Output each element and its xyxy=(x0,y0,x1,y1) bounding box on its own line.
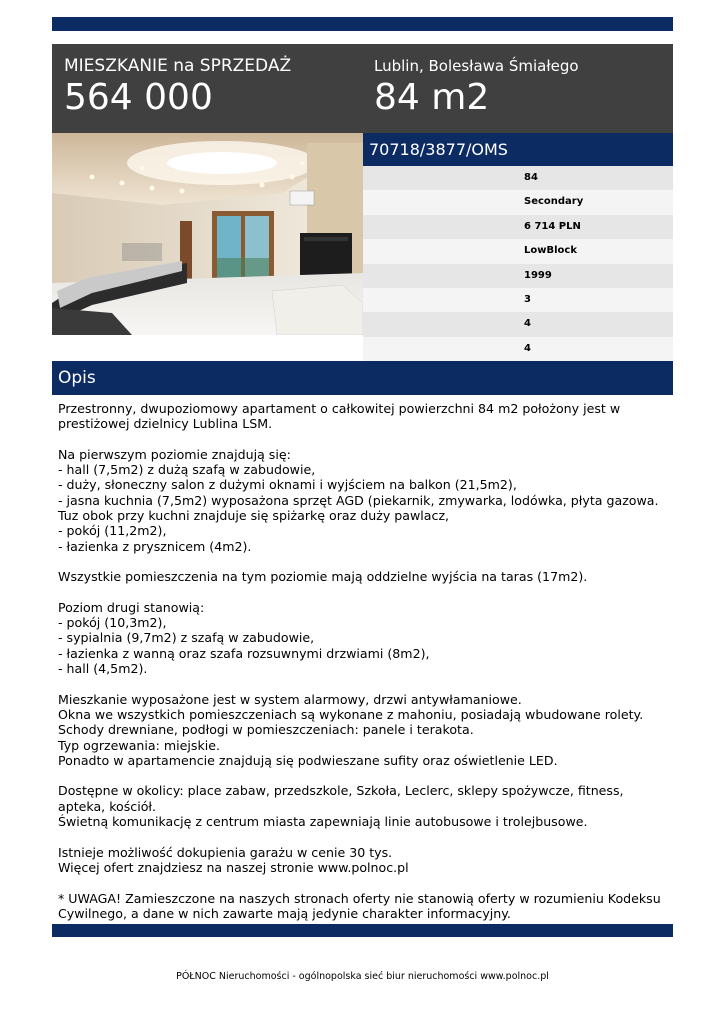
apartment-photo-image xyxy=(52,133,363,335)
offer-header xyxy=(52,44,673,133)
description-text: Przestronny, dwupoziomowy apartament o całkowitej powierzchni 84 m2 położony jest w prestiżowej dzielnicy Lublina LSM. Na pierwszym poziomie znajdują się: - hall (7,5m2) z dużą szafą w zabudowie, - duży, słoneczny salon z dużymi oknami i wyjściem na balkon (21,5m2), - jasna kuchnia (7,5m2) wyposażona sprzęt AGD (piekarnik, zmywarka, lodówka, płyta gazowa. Tuz obok przy kuchni znajduje się spiżarkę oraz duży pawlacz, - pokój (11,2m2), - łazienka z prysznicem (4m2). Wszystkie pomieszczenia na tym poziomie mają oddzielne wyjścia na taras (17m2). Poziom drugi stanowią: - pokój (10,3m2), - sypialnia (9,7m2) z szafą w zabudowie, - łazienka z wanną oraz szafa rozsuwnymi drzwiami (8m2), - hall (4,5m2). Mieszkanie wyposażone jest w system alarmowy, drzwi antywłamaniowe. Okna we wszystkich pomieszczeniach są wykonane z mahoniu, posiadają wbudowane rolety. Schody drewniane, podłogi w pomieszczeniach: panele i terakota. Typ ogrzewania: miejskie. Ponadto w apartamencie znajdują się podwieszane sufity oraz oświetlenie LED. Dostępne w okolicy: place zabaw, przedszkole, Szkoła, Leclerc, sklepy spożywcze, fitness, apteka, kościół. Świetną komunikację z centrum miasta zapewniają linie autobusowe i trolejbusowe. Istnieje możliwość dokupienia garażu w cenie 30 tys. Więcej ofert znajdziesz na naszej stronie www.polnoc.pl * UWAGA! Zamieszczone na naszych stronach oferty nie stanowią oferty w rozumieniu Kodeksu Cywilnego, a dane w nich zawarte mają jedynie charakter informacyjny. xyxy=(58,401,661,921)
param-row: 1999 xyxy=(363,264,673,288)
bottom-accent-bar xyxy=(52,924,673,937)
param-row: 4 xyxy=(363,312,673,336)
apartment-photo xyxy=(52,133,363,335)
offer-parameters-table xyxy=(363,166,673,361)
top-accent-bar xyxy=(52,17,673,31)
offer-reference: 70718/3877/OMS xyxy=(363,133,673,166)
offer-location: Lublin, Bolesława Śmiałego xyxy=(374,57,579,75)
param-row: LowBlock xyxy=(363,239,673,263)
header-right xyxy=(374,56,579,120)
param-row: Secondary xyxy=(363,190,673,214)
description-heading: Opis xyxy=(52,361,673,395)
param-row: 3 xyxy=(363,288,673,312)
offer-area: 84 m2 xyxy=(374,77,490,118)
param-row: 4 xyxy=(363,337,673,361)
param-row: 84 xyxy=(363,166,673,190)
param-row: 6 714 PLN xyxy=(363,215,673,239)
offer-title: MIESZKANIE na SPRZEDAŻ xyxy=(64,56,292,76)
footer-text: PÓŁNOC Nieruchomości - ogólnopolska sieć biur nieruchomości www.polnoc.pl xyxy=(176,971,549,982)
offer-price: 564 000 xyxy=(64,77,213,118)
header-left xyxy=(64,56,291,120)
